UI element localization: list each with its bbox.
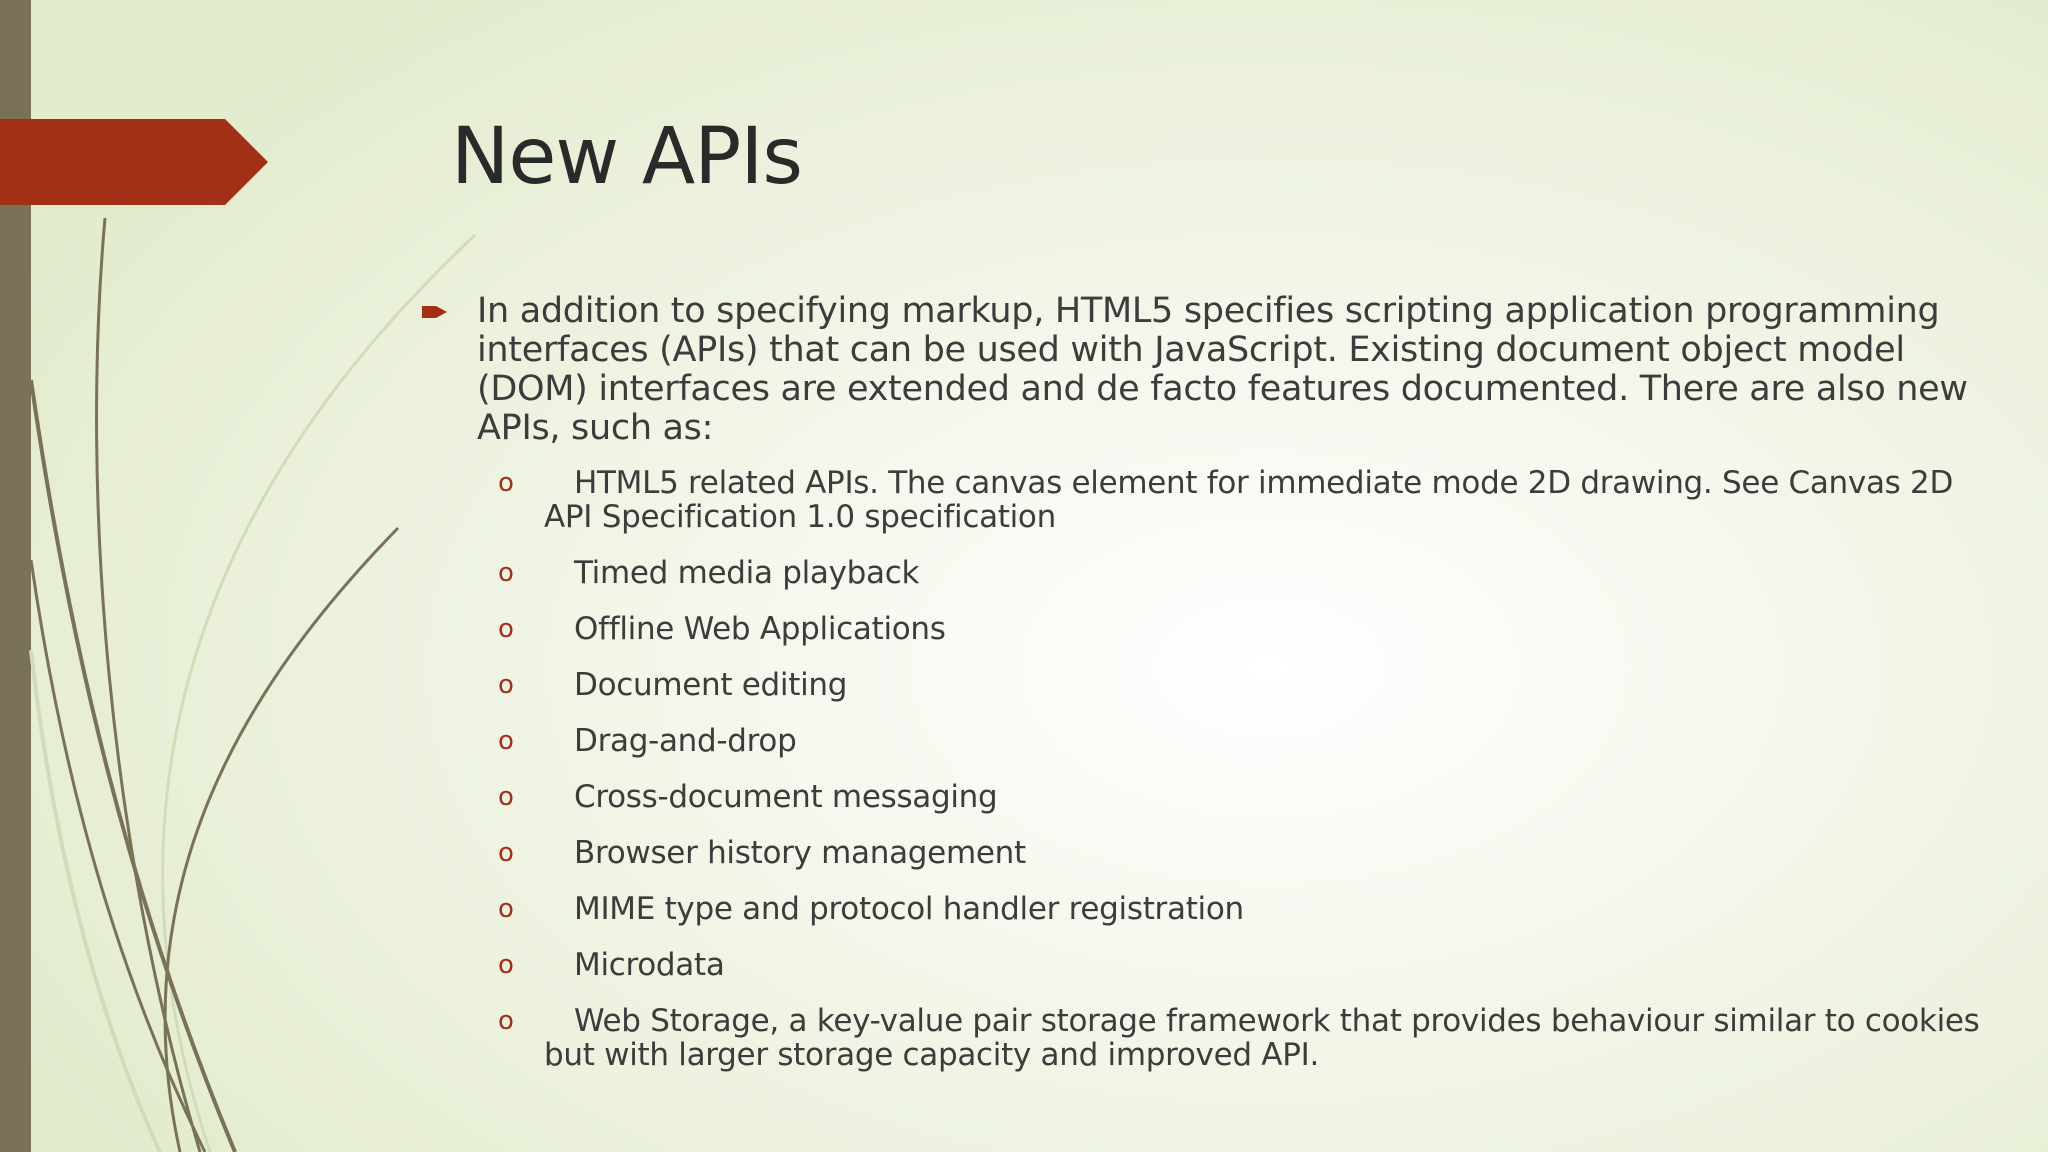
circle-bullet-icon: o — [498, 894, 514, 924]
list-item: o Web Storage, a key-value pair storage framework that provides behaviour similar to cookies but with larger storage capacity and improved API. — [498, 1003, 1980, 1073]
main-bullet — [420, 292, 1980, 448]
circle-bullet-icon: o — [498, 670, 514, 700]
api-list — [420, 466, 1980, 1072]
circle-bullet-icon: o — [498, 838, 514, 868]
list-item: o HTML5 related APIs. The canvas element for immediate mode 2D drawing. See Canvas 2D API Specification 1.0 specification — [498, 465, 1954, 535]
main-bullet-text: In addition to specifying markup, HTML5 specifies scripting application programming interfaces (APIs) that can be used with JavaScript. Existing document object model (DOM) interfaces are extended and de facto features documented. There are also new APIs, such as: — [477, 291, 1968, 448]
circle-bullet-icon: o — [498, 1006, 514, 1036]
list-item: o Microdata — [498, 947, 725, 983]
list-item: o Timed media playback — [498, 555, 920, 591]
list-item: o MIME type and protocol handler registration — [498, 891, 1244, 927]
circle-bullet-icon: o — [498, 614, 514, 644]
slide-title: New APIs — [451, 112, 802, 202]
title-arrow-banner — [0, 119, 268, 205]
circle-bullet-icon: o — [498, 468, 514, 498]
circle-bullet-icon: o — [498, 782, 514, 812]
list-item: o Offline Web Applications — [498, 611, 946, 647]
circle-bullet-icon: o — [498, 950, 514, 980]
list-item: o Document editing — [498, 667, 848, 703]
list-item: o Drag-and-drop — [498, 723, 797, 759]
list-item: o Browser history management — [498, 835, 1026, 871]
circle-bullet-icon: o — [498, 558, 514, 588]
list-item: o Cross-document messaging — [498, 779, 998, 815]
arrow-right-icon — [420, 302, 450, 322]
slide-content — [420, 292, 1980, 1094]
circle-bullet-icon: o — [498, 726, 514, 756]
